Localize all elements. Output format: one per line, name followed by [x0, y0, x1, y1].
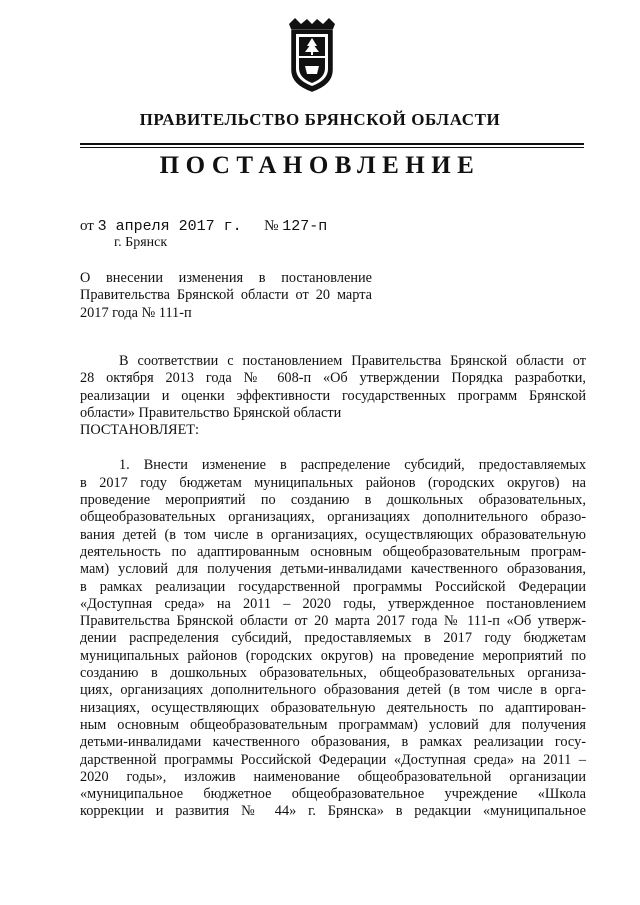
- header-rule-thick: [80, 143, 584, 145]
- document-number: 127-п: [282, 218, 328, 235]
- clause-line: коррекции и развития № 44» г. Брянска» в редакции «муниципальное: [80, 803, 586, 820]
- document-date: 3 апреля 2017 г.: [97, 218, 242, 235]
- clause-line: в 2017 году бюджетам муниципальных районов (городских округов) на: [80, 474, 586, 491]
- coat-of-arms-icon: [283, 16, 341, 94]
- preamble-line: 28 октября 2013 года № 608-п «Об утверждении Порядка разработки,: [80, 370, 586, 387]
- preamble: [80, 353, 586, 439]
- header-rule-thin: [80, 147, 584, 148]
- preamble-line: В соответствии с постановлением Правительства Брянской области от: [119, 353, 586, 369]
- clause-line: циях, организациях дополнительного образования детей (в том числе в орга-: [80, 682, 586, 699]
- date-prefix: от: [80, 218, 94, 234]
- clause-1: [80, 457, 586, 820]
- clause-line: «Доступная среда» на 2011 – 2020 годы, утвержденное постановлением: [80, 595, 586, 612]
- clause-line: муниципальных районов (городских округов) на проведение мероприятий по: [80, 647, 586, 664]
- clause-line: деятельность по адаптированным основным общеобразовательным програм-: [80, 543, 586, 560]
- clause-line: вания детей (в том числе в организациях, осуществляющих образовательную: [80, 526, 586, 543]
- preamble-line: области» Правительство Брянской области: [80, 404, 342, 421]
- preamble-line: реализации и оценки эффективности государственных программ Брянской: [80, 387, 586, 404]
- clause-line: в рамках реализации государственной программы Российской Федерации: [80, 578, 586, 595]
- clause-line: 1. Внести изменение в распределение субсидий, предоставляемых: [119, 457, 586, 474]
- clause-line: «муниципальное бюджетное общеобразовательное учреждение «Школа: [80, 786, 586, 803]
- clause-line: общеобразовательных организациях, организациях дополнительного образо-: [80, 509, 586, 526]
- clause-line: 2020 годы», изложив наименование общеобразовательной организации: [80, 768, 586, 785]
- clause-line: проведение мероприятий по созданию в дошкольных образовательных,: [80, 492, 586, 509]
- document-subject: О внесении изменения в постановление Правительства Брянской области от 20 марта 2017 года № 111-п: [80, 270, 372, 321]
- document-type-title: ПОСТАНОВЛЕНИЕ: [159, 152, 481, 179]
- clause-line: дении распределения субсидий, предоставляемых в 2017 году бюджетам: [80, 630, 586, 647]
- document-body: [80, 353, 586, 821]
- document-city: г. Брянск: [114, 235, 168, 250]
- resolves-heading: ПОСТАНОВЛЯЕТ:: [80, 422, 200, 439]
- clause-line: детьми-инвалидами качественного образования, в рамках реализации госу-: [80, 734, 586, 751]
- date-line: [80, 218, 327, 235]
- clause-line: дарственной программы Российской Федерации «Доступная среда» на 2011 –: [80, 751, 586, 768]
- clause-line: ным основным общеобразовательным программам) условий для получения: [80, 716, 586, 733]
- clause-line: низациях, осуществляющих образовательную деятельность по адаптирован-: [80, 699, 586, 716]
- number-sign: №: [264, 218, 279, 234]
- clause-line: созданию в дошкольных образовательных, общеобразовательных организа-: [80, 665, 586, 682]
- clause-line: Правительства Брянской области от 20 марта 2017 года № 111-п «Об утверж-: [80, 613, 586, 630]
- government-name: ПРАВИТЕЛЬСТВО БРЯНСКОЙ ОБЛАСТИ: [139, 110, 501, 129]
- clause-line: мам) условий для получения детьми-инвалидами качественного образования,: [80, 561, 586, 578]
